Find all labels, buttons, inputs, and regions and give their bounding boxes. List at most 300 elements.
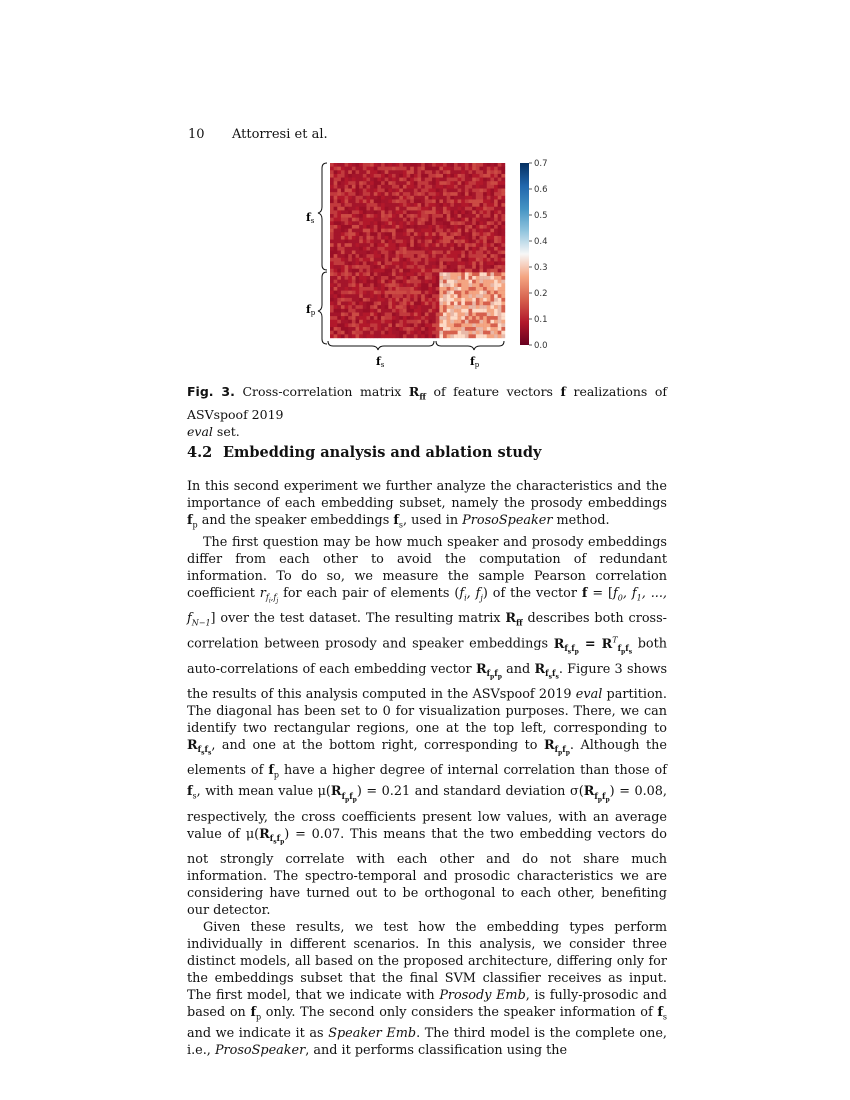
heatmap-cell — [363, 251, 367, 255]
heatmap-cell — [418, 331, 422, 335]
heatmap-cell — [428, 247, 432, 251]
heatmap-cell — [388, 178, 392, 182]
heatmap-cell — [352, 298, 356, 302]
heatmap-cell — [450, 221, 454, 225]
heatmap-cell — [498, 236, 502, 240]
heatmap-cell — [487, 236, 491, 240]
heatmap-cell — [472, 218, 476, 222]
heatmap-cell — [439, 316, 443, 320]
heatmap-cell — [345, 276, 349, 280]
heatmap-cell — [396, 258, 400, 262]
heatmap-cell — [337, 272, 341, 276]
heatmap-cell — [403, 232, 407, 236]
heatmap-cell — [428, 294, 432, 298]
heatmap-cell — [472, 196, 476, 200]
heatmap-cell — [443, 261, 447, 265]
heatmap-cell — [410, 316, 414, 320]
heatmap-cell — [461, 280, 465, 284]
heatmap-cell — [348, 312, 352, 316]
heatmap-cell — [385, 210, 389, 214]
heatmap-cell — [359, 334, 363, 338]
heatmap-cell — [352, 312, 356, 316]
heatmap-cell — [501, 312, 505, 316]
heatmap-cell — [374, 258, 378, 262]
heatmap-cell — [403, 265, 407, 269]
heatmap-cell — [377, 203, 381, 207]
heatmap-cell — [388, 327, 392, 331]
heatmap-cell — [476, 272, 480, 276]
heatmap-cell — [487, 265, 491, 269]
heatmap-cell — [377, 294, 381, 298]
heatmap-cell — [494, 276, 498, 280]
heatmap-cell — [483, 207, 487, 211]
heatmap-cell — [447, 327, 451, 331]
heatmap-cell — [476, 298, 480, 302]
heatmap-cell — [479, 283, 483, 287]
heatmap-cell — [425, 251, 429, 255]
heatmap-cell — [432, 196, 436, 200]
heatmap-cell — [490, 302, 494, 306]
heatmap-cell — [414, 305, 418, 309]
heatmap-cell — [494, 320, 498, 324]
heatmap-cell — [443, 265, 447, 269]
heatmap-cell — [432, 236, 436, 240]
heatmap-cell — [498, 189, 502, 193]
heatmap-cell — [366, 272, 370, 276]
heatmap-cell — [399, 178, 403, 182]
heatmap-cell — [345, 269, 349, 273]
heatmap-cell — [436, 294, 440, 298]
heatmap-cell — [366, 294, 370, 298]
heatmap-cell — [469, 167, 473, 171]
heatmap-cell — [421, 302, 425, 306]
heatmap-cell — [348, 294, 352, 298]
heatmap-cell — [370, 261, 374, 265]
heatmap-cell — [501, 254, 505, 258]
heatmap-cell — [407, 261, 411, 265]
heatmap-cell — [341, 203, 345, 207]
heatmap-cell — [352, 302, 356, 306]
heatmap-cell — [487, 251, 491, 255]
heatmap-cell — [458, 287, 462, 291]
heatmap-cell — [348, 320, 352, 324]
heatmap-cell — [436, 199, 440, 203]
heatmap-cell — [465, 218, 469, 222]
heatmap-cell — [341, 192, 345, 196]
heatmap-cell — [396, 261, 400, 265]
heatmap-cell — [432, 291, 436, 295]
heatmap-cell — [348, 276, 352, 280]
heatmap-cell — [403, 305, 407, 309]
heatmap-cell — [472, 240, 476, 244]
heatmap-cell — [374, 218, 378, 222]
heatmap-cell — [363, 283, 367, 287]
heatmap-cell — [399, 312, 403, 316]
heatmap-cell — [359, 214, 363, 218]
heatmap-cell — [458, 185, 462, 189]
heatmap-cell — [392, 269, 396, 273]
heatmap-cell — [458, 192, 462, 196]
heatmap-cell — [458, 232, 462, 236]
heatmap-cell — [363, 221, 367, 225]
heatmap-cell — [352, 174, 356, 178]
heatmap-cell — [443, 312, 447, 316]
heatmap-cell — [345, 258, 349, 262]
heatmap-cell — [498, 323, 502, 327]
heatmap-cell — [374, 261, 378, 265]
heatmap-cell — [450, 302, 454, 306]
heatmap-cell — [410, 240, 414, 244]
heatmap-cell — [403, 287, 407, 291]
heatmap-cell — [348, 302, 352, 306]
heatmap-cell — [392, 276, 396, 280]
heatmap-cell — [461, 305, 465, 309]
heatmap-cell — [465, 243, 469, 247]
heatmap-cell — [447, 320, 451, 324]
heatmap-cell — [381, 320, 385, 324]
heatmap-cell — [461, 316, 465, 320]
heatmap-cell — [476, 225, 480, 229]
heatmap-cell — [487, 225, 491, 229]
heatmap-cell — [407, 302, 411, 306]
heatmap-cell — [377, 170, 381, 174]
heatmap-cell — [352, 236, 356, 240]
heatmap-cell — [461, 254, 465, 258]
heatmap-cell — [334, 247, 338, 251]
heatmap-cell — [396, 302, 400, 306]
heatmap-cell — [374, 323, 378, 327]
heatmap-cell — [370, 302, 374, 306]
heatmap-cell — [487, 189, 491, 193]
heatmap-cell — [366, 225, 370, 229]
heatmap-cell — [487, 196, 491, 200]
heatmap-cell — [381, 181, 385, 185]
heatmap-cell — [345, 309, 349, 313]
heatmap-cell — [388, 331, 392, 335]
heatmap-cell — [396, 181, 400, 185]
heatmap-cell — [465, 331, 469, 335]
heatmap-cell — [443, 174, 447, 178]
heatmap-cell — [330, 199, 334, 203]
heatmap-cell — [458, 265, 462, 269]
heatmap-cell — [366, 261, 370, 265]
heatmap-cell — [498, 232, 502, 236]
heatmap-cell — [483, 163, 487, 167]
heatmap-cell — [410, 207, 414, 211]
heatmap-cell — [454, 170, 458, 174]
heatmap-cell — [469, 261, 473, 265]
heatmap-cell — [341, 196, 345, 200]
heatmap-cell — [385, 196, 389, 200]
heatmap-cell — [377, 272, 381, 276]
heatmap-cell — [414, 261, 418, 265]
heatmap-cell — [439, 272, 443, 276]
heatmap-cell — [385, 316, 389, 320]
heatmap-cell — [428, 218, 432, 222]
heatmap-cell — [428, 236, 432, 240]
heatmap-cell — [465, 276, 469, 280]
heatmap-cell — [436, 196, 440, 200]
heatmap-cell — [425, 258, 429, 262]
colorbar-tick-label: 0.3 — [534, 263, 548, 273]
heatmap-cell — [341, 170, 345, 174]
heatmap-cell — [337, 276, 341, 280]
heatmap-cell — [403, 185, 407, 189]
heatmap-cell — [330, 170, 334, 174]
heatmap-cell — [447, 258, 451, 262]
heatmap-cell — [348, 280, 352, 284]
heatmap-cell — [388, 323, 392, 327]
heatmap-cell — [432, 254, 436, 258]
heatmap-cell — [494, 170, 498, 174]
heatmap-cell — [472, 269, 476, 273]
heatmap-cell — [403, 254, 407, 258]
heatmap-cell — [439, 312, 443, 316]
heatmap-cell — [498, 269, 502, 273]
heatmap-cell — [498, 291, 502, 295]
heatmap-cell — [392, 214, 396, 218]
heatmap-cell — [439, 178, 443, 182]
heatmap-cell — [469, 272, 473, 276]
heatmap-cell — [341, 291, 345, 295]
heatmap-cell — [479, 167, 483, 171]
heatmap-cell — [490, 174, 494, 178]
heatmap-cell — [472, 287, 476, 291]
heatmap-cell — [407, 320, 411, 324]
heatmap-cell — [341, 323, 345, 327]
heatmap-cell — [436, 312, 440, 316]
heatmap-cell — [370, 214, 374, 218]
heatmap-cell — [476, 203, 480, 207]
heatmap-cell — [356, 207, 360, 211]
heatmap-cell — [363, 203, 367, 207]
heatmap-cell — [374, 167, 378, 171]
heatmap-cell — [487, 283, 491, 287]
heatmap-cell — [345, 203, 349, 207]
heatmap-cell — [465, 247, 469, 251]
heatmap-cell — [501, 327, 505, 331]
heatmap-cell — [381, 261, 385, 265]
heatmap-cell — [407, 251, 411, 255]
heatmap-cell — [356, 232, 360, 236]
heatmap-cell — [374, 192, 378, 196]
heatmap-cell — [479, 181, 483, 185]
heatmap-cell — [428, 334, 432, 338]
heatmap-cell — [370, 243, 374, 247]
heatmap-cell — [388, 210, 392, 214]
heatmap-cell — [366, 221, 370, 225]
heatmap-cell — [334, 192, 338, 196]
heatmap-cell — [359, 192, 363, 196]
heatmap-cell — [461, 218, 465, 222]
heatmap-cell — [469, 287, 473, 291]
heatmap-cell — [436, 163, 440, 167]
heatmap-cell — [450, 240, 454, 244]
heatmap-cell — [476, 280, 480, 284]
heatmap-cell — [461, 207, 465, 211]
heatmap-cell — [501, 272, 505, 276]
heatmap-cell — [337, 334, 341, 338]
heatmap-cell — [363, 174, 367, 178]
heatmap-cell — [476, 302, 480, 306]
heatmap-cell — [334, 280, 338, 284]
heatmap-cell — [443, 167, 447, 171]
heatmap-cell — [428, 331, 432, 335]
heatmap-cell — [388, 272, 392, 276]
heatmap-cell — [501, 218, 505, 222]
heatmap-cell — [414, 247, 418, 251]
heatmap-cell — [356, 181, 360, 185]
heatmap — [330, 163, 505, 338]
colorbar-tick-label: 0.2 — [534, 289, 548, 299]
heatmap-cell — [388, 170, 392, 174]
heatmap-cell — [407, 312, 411, 316]
heatmap-cell — [418, 210, 422, 214]
heatmap-cell — [428, 254, 432, 258]
heatmap-cell — [483, 305, 487, 309]
heatmap-cell — [428, 167, 432, 171]
label-left-top: fs — [306, 211, 315, 225]
heatmap-cell — [399, 247, 403, 251]
heatmap-cell — [428, 261, 432, 265]
heatmap-cell — [356, 287, 360, 291]
heatmap-cell — [399, 283, 403, 287]
heatmap-cell — [403, 225, 407, 229]
heatmap-cell — [447, 174, 451, 178]
heatmap-cell — [461, 163, 465, 167]
heatmap-cell — [341, 302, 345, 306]
heatmap-cell — [425, 291, 429, 295]
heatmap-cell — [472, 167, 476, 171]
heatmap-cell — [432, 167, 436, 171]
heatmap-cell — [428, 189, 432, 193]
heatmap-cell — [425, 207, 429, 211]
heatmap-cell — [366, 210, 370, 214]
heatmap-cell — [330, 203, 334, 207]
heatmap-cell — [407, 210, 411, 214]
heatmap-cell — [476, 199, 480, 203]
heatmap-cell — [399, 276, 403, 280]
heatmap-cell — [447, 163, 451, 167]
heatmap-cell — [469, 196, 473, 200]
heatmap-cell — [425, 305, 429, 309]
heatmap-cell — [439, 199, 443, 203]
heatmap-cell — [421, 185, 425, 189]
heatmap-cell — [483, 334, 487, 338]
heatmap-cell — [432, 192, 436, 196]
heatmap-cell — [337, 229, 341, 233]
heatmap-cell — [418, 327, 422, 331]
heatmap-cell — [392, 178, 396, 182]
heatmap-cell — [501, 192, 505, 196]
heatmap-cell — [461, 323, 465, 327]
heatmap-cell — [447, 298, 451, 302]
heatmap-cell — [366, 163, 370, 167]
heatmap-cell — [330, 229, 334, 233]
heatmap-cell — [439, 258, 443, 262]
heatmap-cell — [487, 185, 491, 189]
heatmap-cell — [345, 298, 349, 302]
heatmap-cell — [363, 189, 367, 193]
heatmap-cell — [363, 302, 367, 306]
heatmap-cell — [436, 327, 440, 331]
heatmap-cell — [487, 203, 491, 207]
heatmap-cell — [407, 269, 411, 273]
heatmap-cell — [370, 167, 374, 171]
caption-text: of feature vectors — [433, 384, 553, 399]
heatmap-cell — [337, 174, 341, 178]
heatmap-cell — [476, 291, 480, 295]
heatmap-cell — [498, 320, 502, 324]
heatmap-cell — [425, 232, 429, 236]
heatmap-cell — [461, 287, 465, 291]
heatmap-cell — [450, 309, 454, 313]
heatmap-cell — [494, 178, 498, 182]
heatmap-cell — [487, 331, 491, 335]
heatmap-cell — [356, 291, 360, 295]
heatmap-cell — [399, 316, 403, 320]
heatmap-cell — [501, 280, 505, 284]
heatmap-cell — [469, 305, 473, 309]
heatmap-cell — [392, 323, 396, 327]
heatmap-cell — [330, 312, 334, 316]
heatmap-cell — [498, 305, 502, 309]
heatmap-cell — [396, 163, 400, 167]
heatmap-cell — [403, 196, 407, 200]
heatmap-cell — [465, 320, 469, 324]
heatmap-cell — [432, 225, 436, 229]
heatmap-cell — [494, 214, 498, 218]
heatmap-cell — [330, 236, 334, 240]
heatmap-cell — [454, 236, 458, 240]
heatmap-cell — [418, 251, 422, 255]
heatmap-cell — [396, 225, 400, 229]
heatmap-cell — [465, 261, 469, 265]
heatmap-cell — [425, 214, 429, 218]
heatmap-cell — [465, 170, 469, 174]
heatmap-cell — [490, 240, 494, 244]
heatmap-cell — [465, 181, 469, 185]
heatmap-cell — [443, 181, 447, 185]
heatmap-cell — [479, 218, 483, 222]
heatmap-cell — [479, 185, 483, 189]
heatmap-cell — [454, 196, 458, 200]
heatmap-cell — [392, 280, 396, 284]
heatmap-cell — [334, 163, 338, 167]
heatmap-cell — [341, 232, 345, 236]
heatmap-cell — [490, 178, 494, 182]
heatmap-cell — [498, 331, 502, 335]
heatmap-cell — [366, 291, 370, 295]
heatmap-cell — [407, 229, 411, 233]
heatmap-cell — [454, 192, 458, 196]
heatmap-cell — [476, 214, 480, 218]
heatmap-cell — [432, 207, 436, 211]
heatmap-cell — [345, 192, 349, 196]
heatmap-cell — [472, 316, 476, 320]
heatmap-cell — [403, 214, 407, 218]
heatmap-cell — [432, 232, 436, 236]
heatmap-cell — [436, 247, 440, 251]
heatmap-cell — [385, 185, 389, 189]
heatmap-cell — [403, 247, 407, 251]
heatmap-cell — [374, 320, 378, 324]
heatmap-cell — [388, 181, 392, 185]
heatmap-cell — [348, 181, 352, 185]
heatmap-cell — [410, 214, 414, 218]
heatmap-cell — [370, 258, 374, 262]
label-bottom-right: fp — [470, 355, 480, 369]
